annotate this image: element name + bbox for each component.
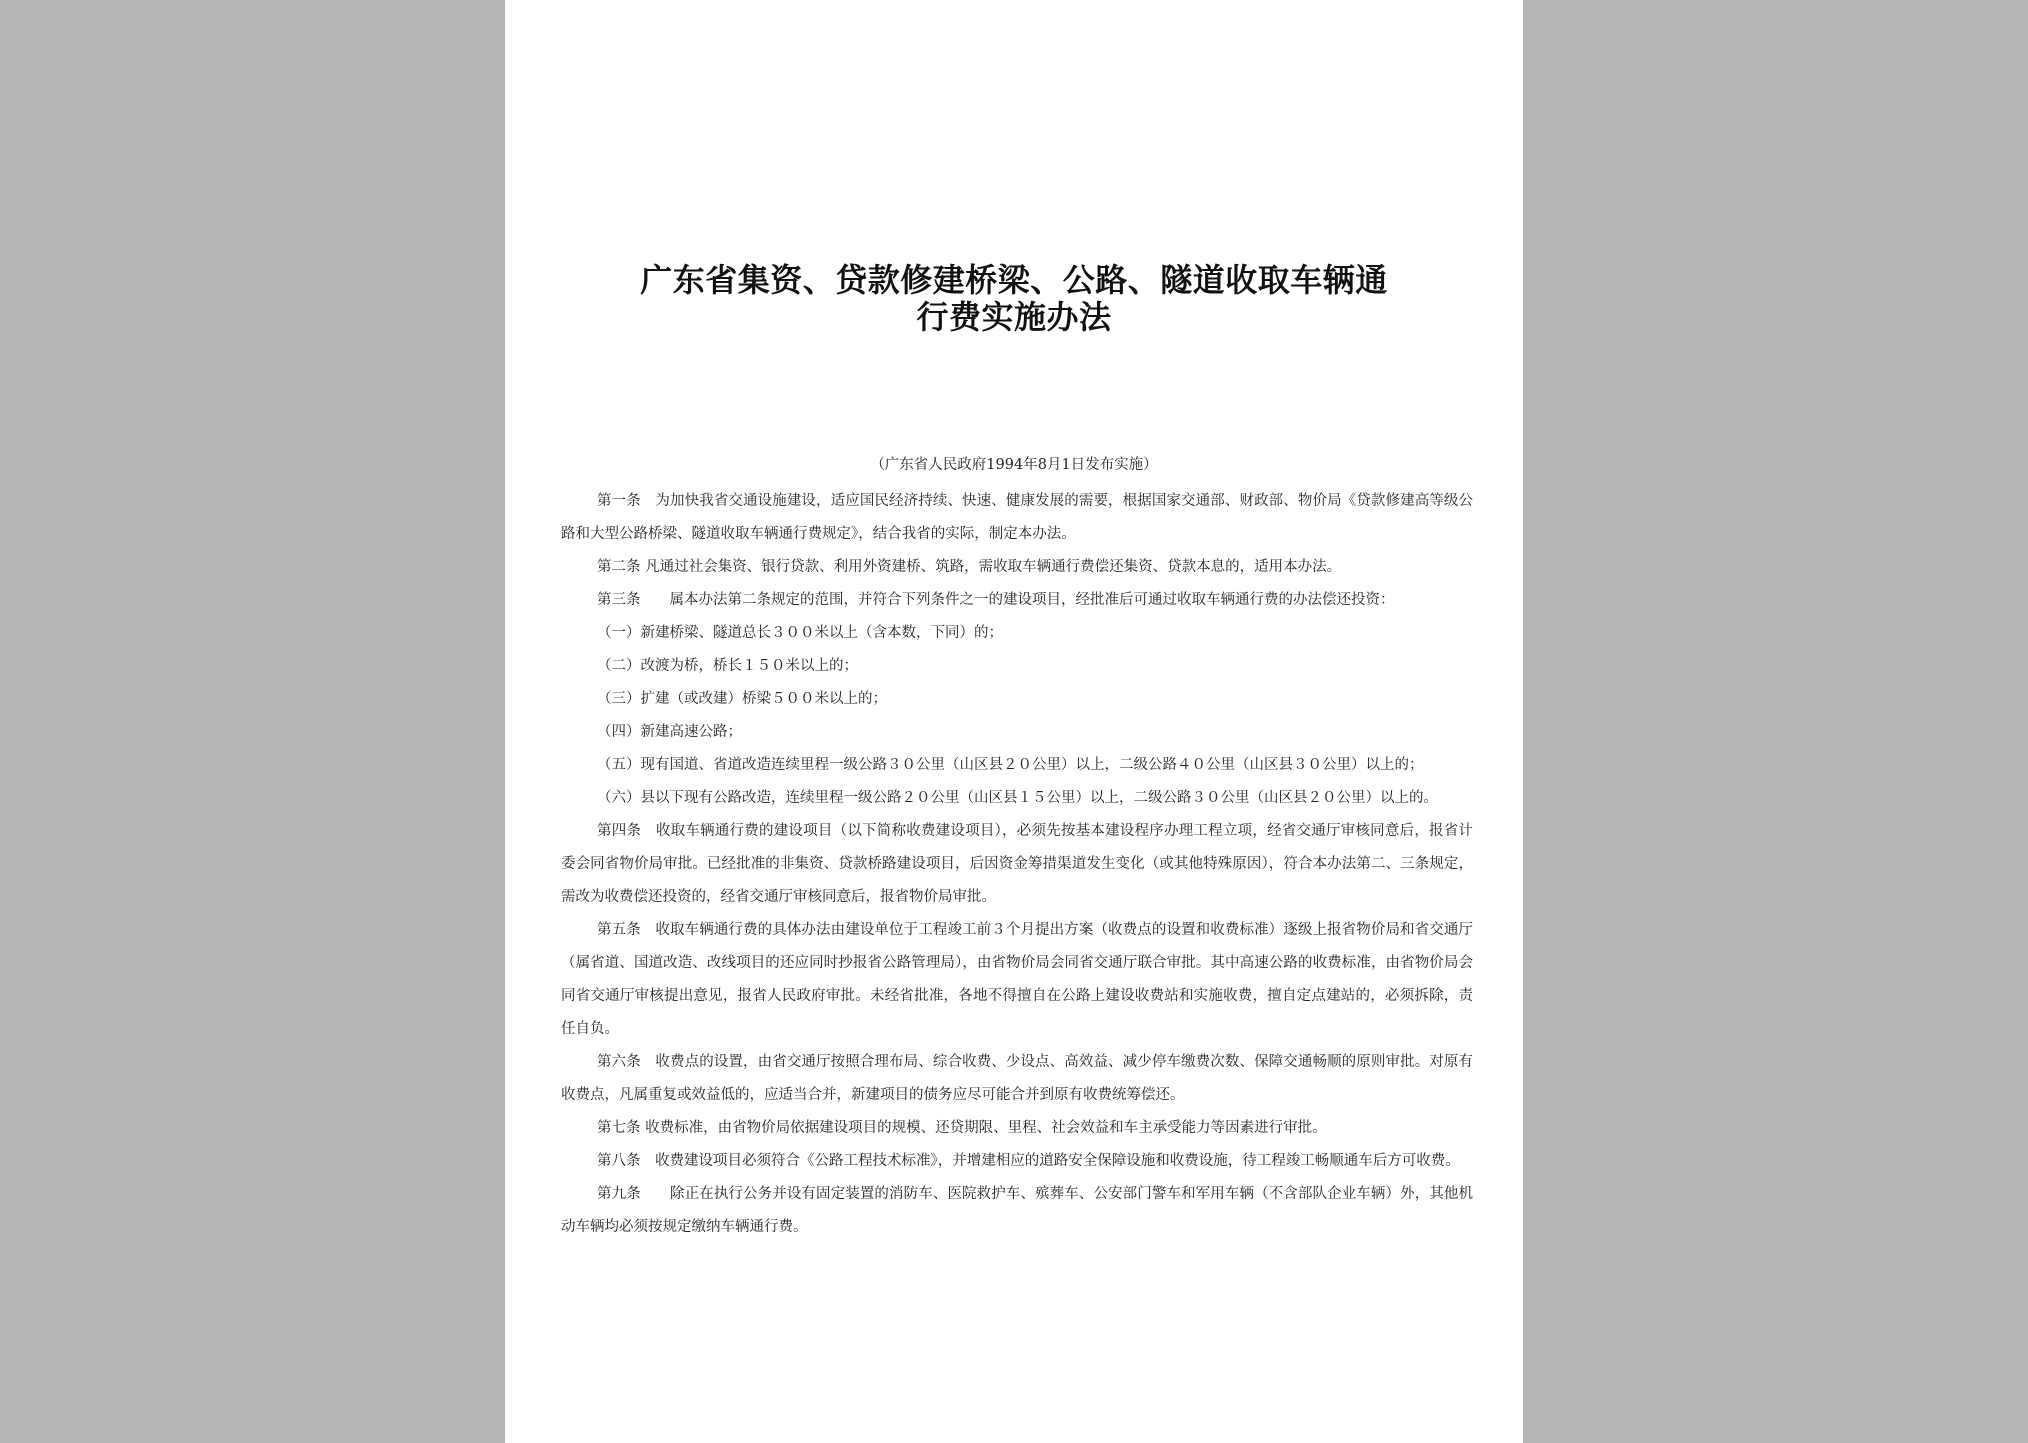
article-6: 第六条 收费点的设置，由省交通厅按照合理布局、综合收费、少设点、高效益、减少停车缴费次数、保障交通畅顺的原则审批。对原有收费点，凡属重复或效益低的，应适当合并，新建项目的债务应尽可能合并到原有收费统筹偿还。 xyxy=(561,1054,1473,1103)
article-3-item-1: （一）新建桥梁、隧道总长３００米以上（含本数，下同）的； xyxy=(597,625,1003,641)
article-3-item-3: （三）扩建（或改建）桥梁５００米以上的； xyxy=(597,691,887,707)
article-3-item-5: （五）现有国道、省道改造连续里程一级公路３０公里（山区县２０公里）以上，二级公路４０公里（山区县３０公里）以上的； xyxy=(597,757,1424,773)
article-2: 第二条 凡通过社会集资、银行贷款、利用外资建桥、筑路，需收取车辆通行费偿还集资、贷款本息的，适用本办法。 xyxy=(597,559,1342,575)
article-1: 第一条 为加快我省交通设施建设，适应国民经济持续、快速、健康发展的需要，根据国家交通部、财政部、物价局《贷款修建高等级公路和大型公路桥梁、隧道收取车辆通行费规定》，结合我省的实际，制定本办法。 xyxy=(561,493,1473,542)
article-8: 第八条 收费建设项目必须符合《公路工程技术标准》，并增建相应的道路安全保障设施和收费设施，待工程竣工畅顺通车后方可收费。 xyxy=(597,1153,1460,1169)
document-body xyxy=(561,485,1473,1244)
document-title-line-2: 行费实施办法 xyxy=(916,298,1112,336)
article-9: 第九条 除正在执行公务并设有固定装置的消防车、医院救护车、殡葬车、公安部门警车和军用车辆（不含部队企业车辆）外，其他机动车辆均必须按规定缴纳车辆通行费。 xyxy=(561,1186,1473,1235)
article-3-item-4: （四）新建高速公路； xyxy=(597,724,742,740)
document-page xyxy=(505,0,1523,1443)
article-5: 第五条 收取车辆通行费的具体办法由建设单位于工程竣工前３个月提出方案（收费点的设置和收费标准）逐级上报省物价局和省交通厅（属省道、国道改造、改线项目的还应同时抄报省公路管理局），由省物价局会同省交通厅联合审批。其中高速公路的收费标准，由省物价局会同省交通厅审核提出意见，报省人民政府审批。未经省批准，各地不得擅自在公路上建设收费站和实施收费，擅自定点建站的，必须拆除，责任自负。 xyxy=(561,922,1473,1037)
document-subtitle: （广东省人民政府1994年8月1日发布实施） xyxy=(870,457,1158,473)
article-3-item-6: （六）县以下现有公路改造，连续里程一级公路２０公里（山区县１５公里）以上，二级公路３０公里（山区县２０公里）以上的。 xyxy=(597,790,1438,806)
article-3: 第三条 属本办法第二条规定的范围，并符合下列条件之一的建设项目，经批准后可通过收取车辆通行费的办法偿还投资： xyxy=(597,592,1395,608)
article-7: 第七条 收费标准，由省物价局依据建设项目的规模、还贷期限、里程、社会效益和车主承受能力等因素进行审批。 xyxy=(597,1120,1327,1136)
document-title xyxy=(545,262,1483,336)
article-3-item-2: （二）改渡为桥，桥长１５０米以上的； xyxy=(597,658,858,674)
document-title-line-1: 广东省集资、贷款修建桥梁、公路、隧道收取车辆通 xyxy=(640,261,1388,299)
article-4: 第四条 收取车辆通行费的建设项目（以下简称收费建设项目），必须先按基本建设程序办理工程立项，经省交通厅审核同意后，报省计委会同省物价局审批。已经批准的非集资、贷款桥路建设项目，后因资金筹措渠道发生变化（或其他特殊原因），符合本办法第二、三条规定，需改为收费偿还投资的，经省交通厅审核同意后，报省物价局审批。 xyxy=(561,823,1473,905)
